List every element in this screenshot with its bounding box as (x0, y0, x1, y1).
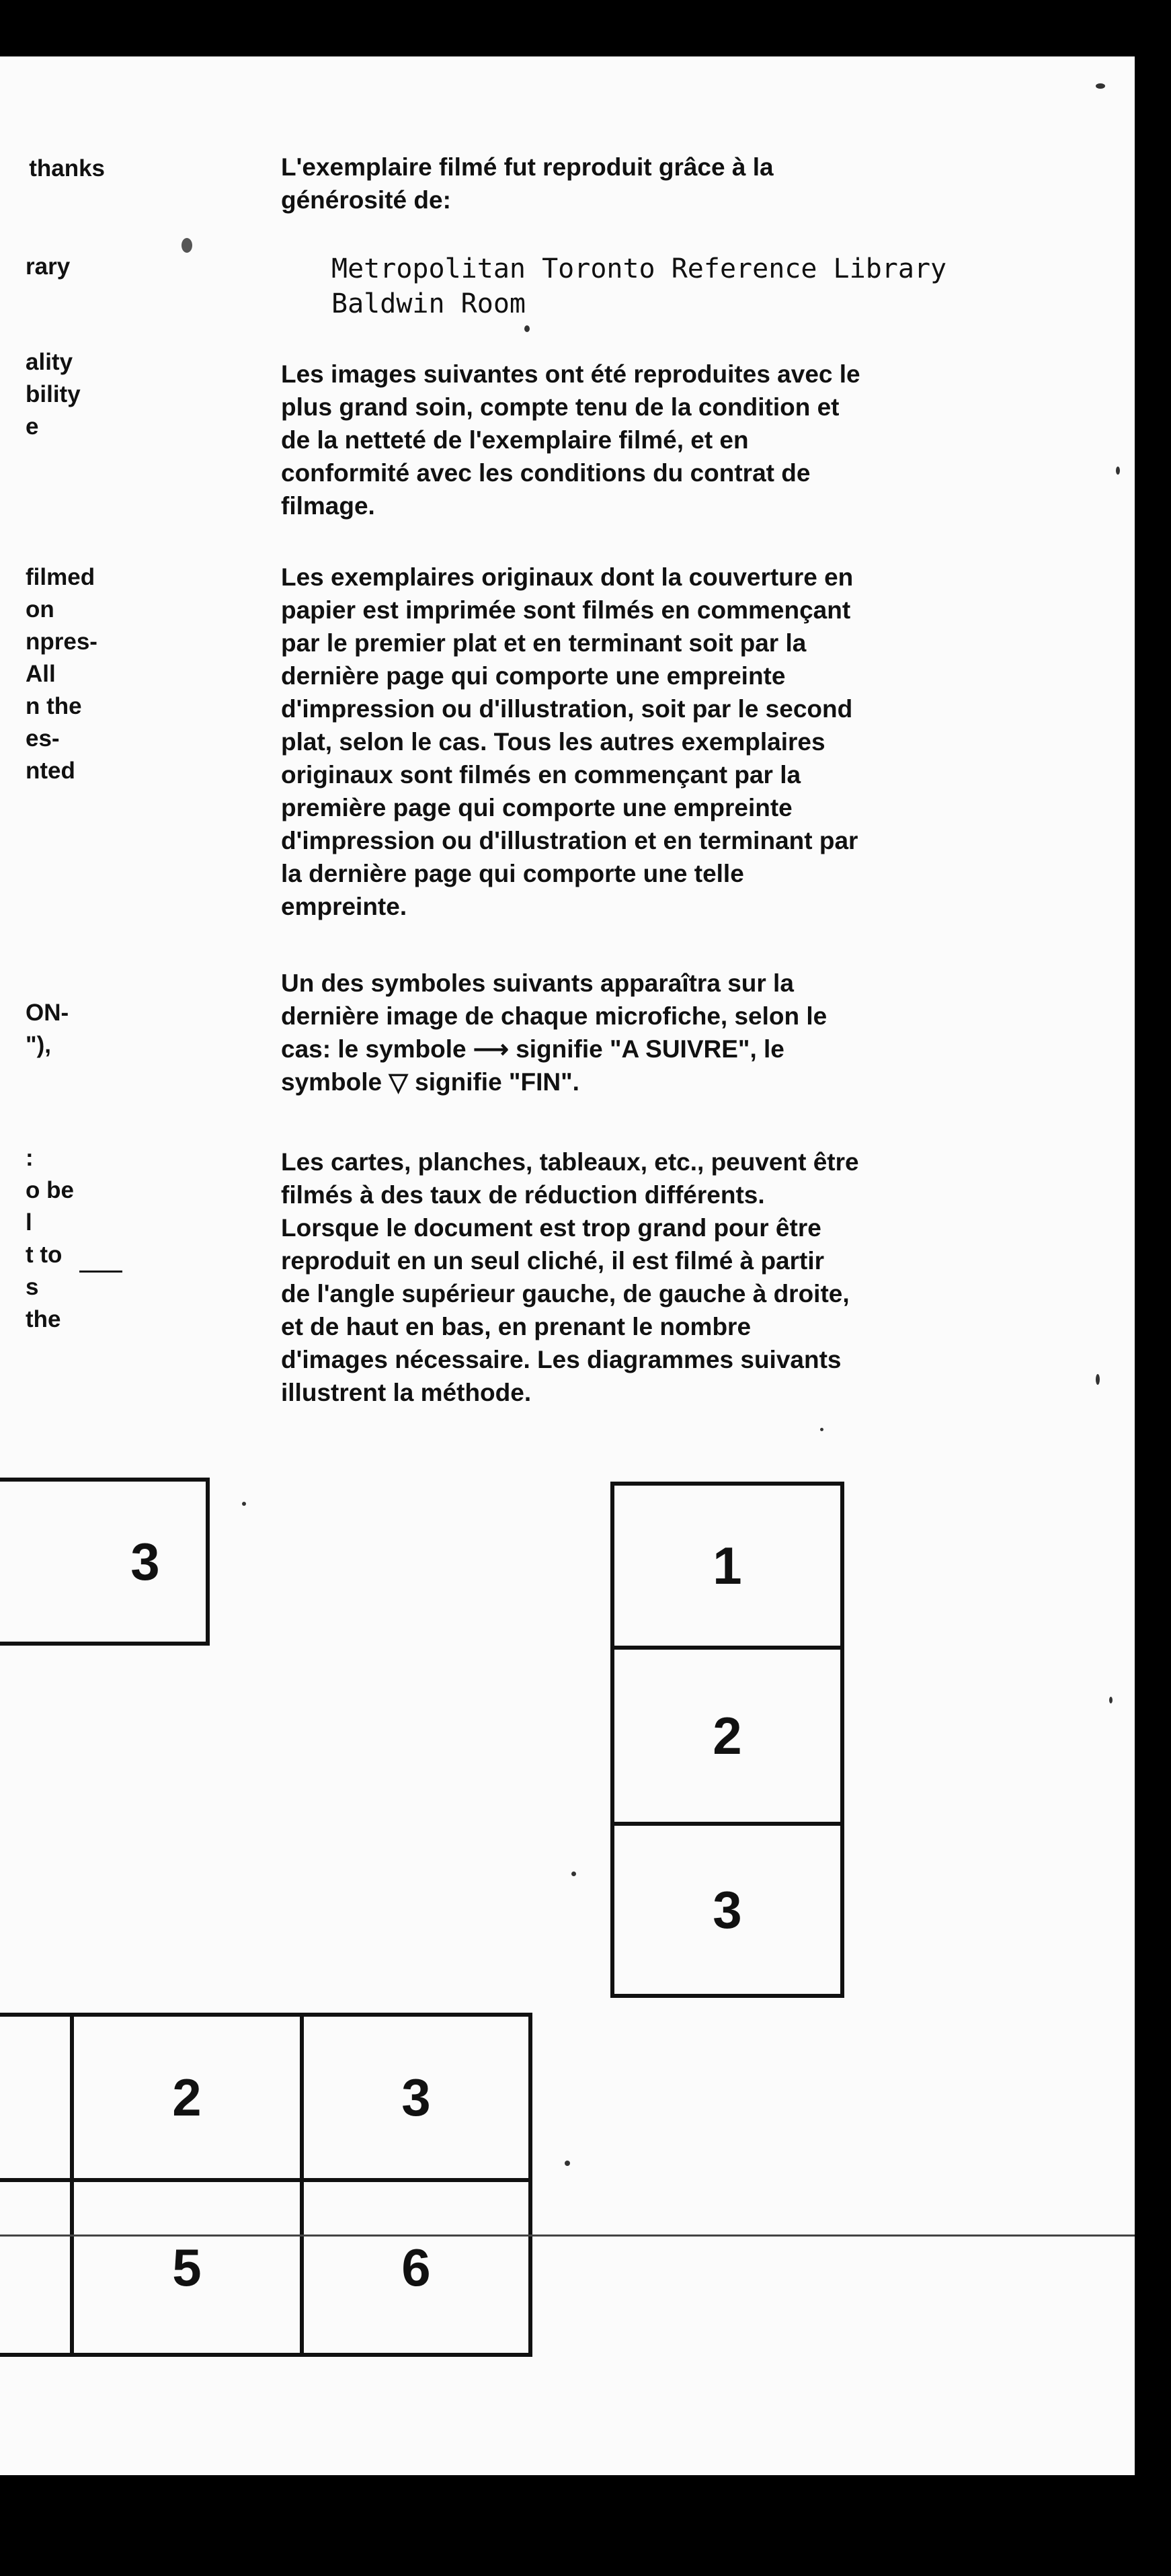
left-fragment-18: t to (26, 1242, 63, 1268)
diagram-grid-cell-2 (70, 2013, 304, 2182)
paragraph-conditions: Les images suivantes ont été reproduites avec le plus grand soin, compte tenu de la condition et de la netteté de l'exemplaire filmé, et en conformité avec les conditions du contrat de filmage. (281, 360, 860, 520)
diagram-grid-cell-5-label: 5 (172, 2237, 202, 2297)
left-fragment-6: filmed (26, 564, 95, 590)
speck (565, 2161, 570, 2166)
left-fragment-14: "), (26, 1032, 51, 1058)
diagram-grid-cell-6-label: 6 (401, 2237, 431, 2297)
left-fragment-13: ON- (26, 1000, 69, 1026)
left-fragment-3: ality (26, 349, 73, 375)
left-fragment-16: o be (26, 1177, 74, 1203)
diagram-grid-cell-6 (300, 2178, 532, 2357)
left-fragment-1: thanks (29, 155, 105, 182)
diagram-grid-cell-3-label: 3 (401, 2067, 431, 2127)
left-fragment-12: nted (26, 758, 75, 784)
left-fragment-10: n the (26, 693, 82, 719)
speck (1096, 83, 1105, 89)
arrow-line (79, 1271, 122, 1273)
diagram-vertical-2 (610, 1646, 844, 1826)
diagram-vertical-1-label: 1 (713, 1535, 742, 1595)
intro-text: L'exemplaire filmé fut reproduit grâce à la générosité de: (281, 153, 774, 214)
diagram-grid-cell-4 (0, 2178, 74, 2357)
diagram-grid-cell-1 (0, 2013, 74, 2182)
left-fragment-20: the (26, 1306, 61, 1332)
diagram-vertical-3-label: 3 (713, 1880, 742, 1939)
left-fragment-4: bility (26, 381, 81, 407)
library-name: Metropolitan Toronto Reference Library Baldwin Room (331, 253, 947, 319)
left-fragment-17: l (26, 1209, 32, 1236)
paragraph-symbols: Un des symboles suivants apparaîtra sur la dernière image de chaque microfiche, selon le cas: le symbole ⟶ signifie "A SUIVRE", le symbole ▽ signifie "FIN". (281, 969, 827, 1096)
speck (242, 1502, 246, 1506)
left-fragment-2: rary (26, 253, 71, 280)
diagram-box-3 (0, 1478, 210, 1646)
microfiche-page (0, 56, 1135, 2475)
diagram-grid-cell-3 (300, 2013, 532, 2182)
speck (820, 1428, 823, 1431)
left-fragment-8: npres- (26, 629, 97, 655)
speck (524, 325, 530, 332)
speck (571, 1871, 576, 1876)
diagram-box-3-label: 3 (130, 1531, 160, 1591)
left-fragment-7: on (26, 596, 54, 622)
left-fragment-9: All (26, 661, 56, 687)
diagram-grid-cell-5 (70, 2178, 304, 2357)
speck (1109, 1697, 1113, 1703)
diagram-vertical-3 (610, 1822, 844, 1998)
speck (1116, 467, 1120, 475)
left-fragment-19: s (26, 1274, 39, 1300)
left-fragment-11: es- (26, 725, 60, 752)
left-fragment-5: e (26, 413, 39, 440)
left-fragment-15: : (26, 1145, 34, 1171)
speck (181, 238, 192, 253)
speck (1096, 1374, 1100, 1385)
paragraph-maps: Les cartes, planches, tableaux, etc., peuvent être filmés à des taux de réduction différents. Lorsque le document est trop grand pour être reproduit en un seul cliché, il est filmé à partir de l'angle supérieur gauche, de gauche à droite, et de haut en bas, en prenant le nombre d'images nécessaire. Les diagrammes suivants illustrent la méthode. (281, 1148, 859, 1406)
scan-line (0, 2235, 1135, 2237)
diagram-vertical-1 (610, 1482, 844, 1650)
paragraph-originals: Les exemplaires originaux dont la couverture en papier est imprimée sont filmés en commençant par le premier plat et en terminant soit par la dernière page qui comporte une empreinte d'impression ou d'illustration, soit par le second plat, selon le cas. Tous les autres exemplaires originaux sont filmés en commençant par la première page qui comporte une empreinte d'impression ou d'illustration et en terminant par la dernière page qui comporte une telle empreinte. (281, 563, 858, 920)
diagram-vertical-2-label: 2 (713, 1705, 742, 1765)
diagram-grid-cell-2-label: 2 (172, 2067, 202, 2127)
